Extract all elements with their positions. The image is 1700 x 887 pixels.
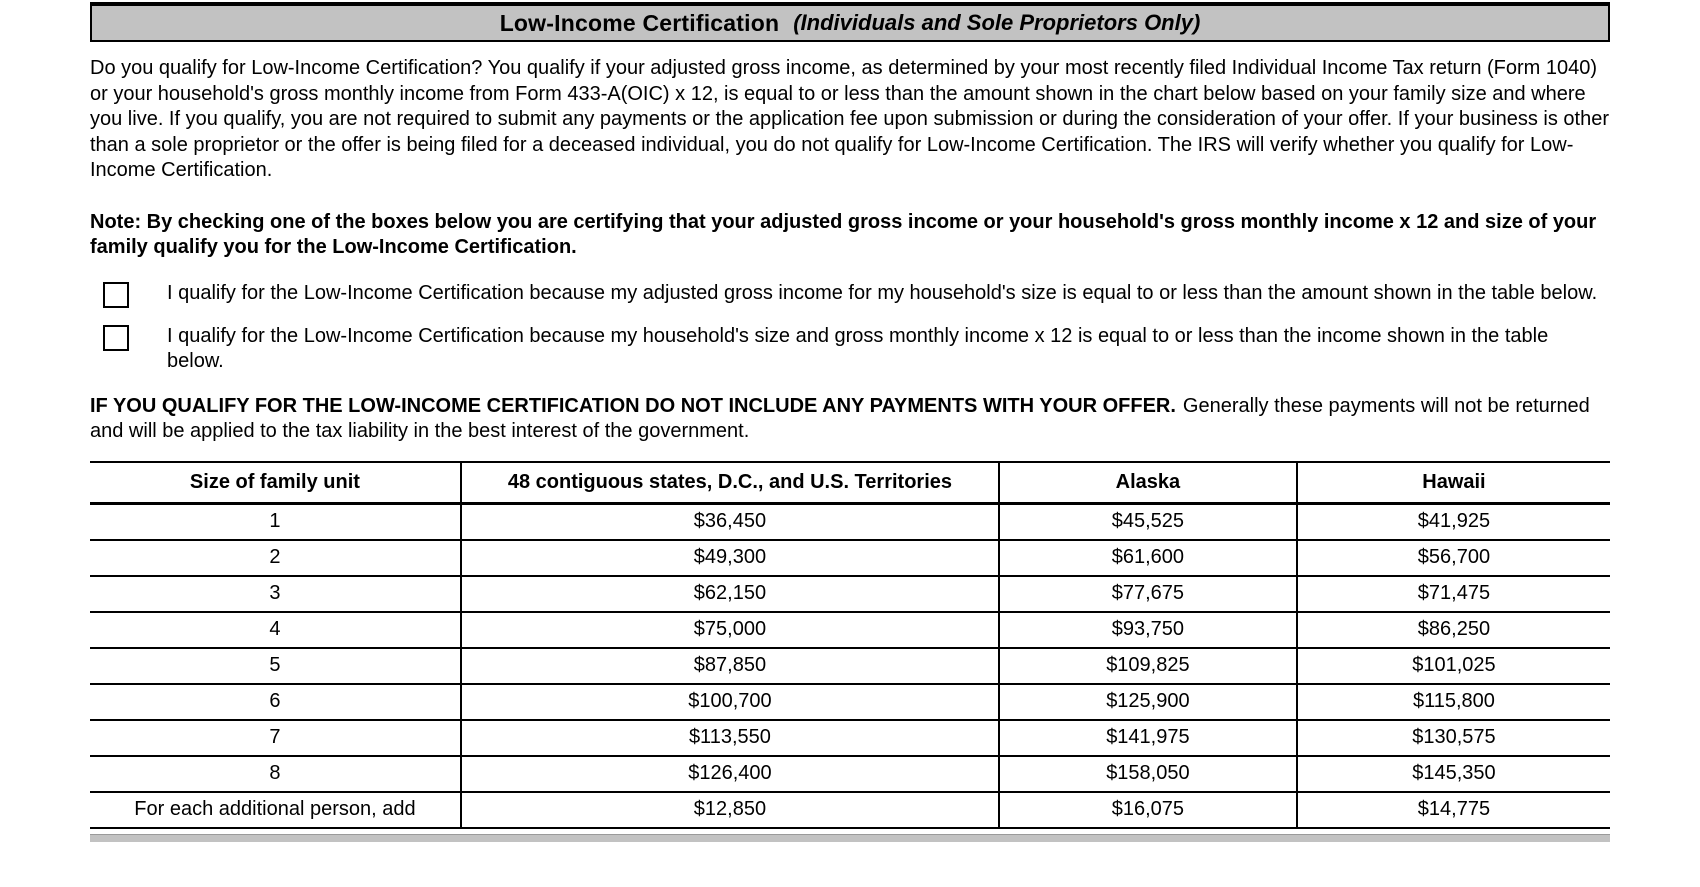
hawaii-amount-cell: $145,350 (1297, 756, 1610, 792)
states-amount-cell: $87,850 (461, 648, 999, 684)
states-amount-cell: $100,700 (461, 684, 999, 720)
table-row (90, 612, 1610, 648)
alaska-amount-cell: $16,075 (999, 792, 1297, 828)
hawaii-amount-cell: $56,700 (1297, 540, 1610, 576)
table-row-additional-person (90, 792, 1610, 828)
section-content (90, 0, 1610, 842)
hawaii-amount-cell: $14,775 (1297, 792, 1610, 828)
warning-bold-text: IF YOU QUALIFY FOR THE LOW-INCOME CERTIFICATION DO NOT INCLUDE ANY PAYMENTS WITH YOUR OFFER. (90, 394, 1176, 417)
alaska-amount-cell: $158,050 (999, 756, 1297, 792)
monthly-income-qualify-row (90, 324, 1610, 375)
agi-qualify-checkbox[interactable] (103, 282, 129, 308)
states-amount-cell: $36,450 (461, 504, 999, 540)
section-header-bar (90, 2, 1610, 42)
hawaii-amount-cell: $101,025 (1297, 648, 1610, 684)
family-size-cell: 2 (90, 540, 461, 576)
family-size-cell: 8 (90, 756, 461, 792)
table-row (90, 504, 1610, 540)
header-contiguous-states: 48 contiguous states, D.C., and U.S. Territories (461, 462, 999, 504)
hawaii-amount-cell: $86,250 (1297, 612, 1610, 648)
header-alaska: Alaska (999, 462, 1297, 504)
monthly-income-qualify-checkbox[interactable] (103, 325, 129, 351)
alaska-amount-cell: $77,675 (999, 576, 1297, 612)
states-amount-cell: $113,550 (461, 720, 999, 756)
hawaii-amount-cell: $115,800 (1297, 684, 1610, 720)
agi-qualify-label: I qualify for the Low-Income Certification because my adjusted gross income for my household's size is equal to or less than the amount shown in the table below. (167, 281, 1598, 304)
table-header-row (90, 462, 1610, 504)
family-size-cell: 7 (90, 720, 461, 756)
alaska-amount-cell: $109,825 (999, 648, 1297, 684)
family-size-cell: 1 (90, 504, 461, 540)
family-size-cell: 5 (90, 648, 461, 684)
header-hawaii: Hawaii (1297, 462, 1610, 504)
states-amount-cell: $62,150 (461, 576, 999, 612)
warning-normal-text: Generally these payments will not be returned and will be applied to the tax liability in the best interest of the government. (90, 394, 1590, 442)
table-row (90, 576, 1610, 612)
alaska-amount-cell: $61,600 (999, 540, 1297, 576)
alaska-amount-cell: $93,750 (999, 612, 1297, 648)
note-paragraph: Note: By checking one of the boxes below you are certifying that your adjusted gross income or your household's gross monthly income x 12 and size of your family qualify you for the Low-Income Certification. (90, 210, 1597, 258)
table-row (90, 540, 1610, 576)
agi-qualify-row (90, 281, 1610, 308)
next-section-bar-partial (90, 834, 1610, 842)
family-size-cell: 4 (90, 612, 461, 648)
table-row (90, 684, 1610, 720)
income-limits-table (90, 461, 1610, 829)
alaska-amount-cell: $125,900 (999, 684, 1297, 720)
family-size-cell: 3 (90, 576, 461, 612)
table-row (90, 756, 1610, 792)
family-size-cell: 6 (90, 684, 461, 720)
hawaii-amount-cell: $71,475 (1297, 576, 1610, 612)
header-family-size: Size of family unit (90, 462, 461, 504)
warning-paragraph (90, 394, 1610, 445)
intro-paragraph: Do you qualify for Low-Income Certification? You qualify if your adjusted gross income, as determined by your most recently filed Individual Income Tax return (Form 1040) or your household's gross monthly income from Form 433-A(OIC) x 12, is equal to or less than the amount shown in the chart below based on your family size and where you live. If you qualify, you are not required to submit any payments or the application fee upon submission or during the consideration of your offer. If your business is other than a sole proprietor or the offer is being filed for a deceased individual, you do not qualify for Low-Income Certification. The IRS will verify whether you qualify for Low-Income Certification. (90, 57, 1610, 181)
alaska-amount-cell: $45,525 (999, 504, 1297, 540)
table-row (90, 720, 1610, 756)
states-amount-cell: $49,300 (461, 540, 999, 576)
hawaii-amount-cell: $41,925 (1297, 504, 1610, 540)
table-row (90, 648, 1610, 684)
alaska-amount-cell: $141,975 (999, 720, 1297, 756)
states-amount-cell: $126,400 (461, 756, 999, 792)
hawaii-amount-cell: $130,575 (1297, 720, 1610, 756)
states-amount-cell: $12,850 (461, 792, 999, 828)
section-subtitle: (Individuals and Sole Proprietors Only) (793, 10, 1201, 35)
monthly-income-qualify-label: I qualify for the Low-Income Certification because my household's size and gross monthly income x 12 is equal to or less than the income shown in the table below. (167, 324, 1549, 372)
additional-person-label-cell: For each additional person, add (90, 792, 461, 828)
states-amount-cell: $75,000 (461, 612, 999, 648)
section-title: Low-Income Certification (499, 9, 780, 36)
